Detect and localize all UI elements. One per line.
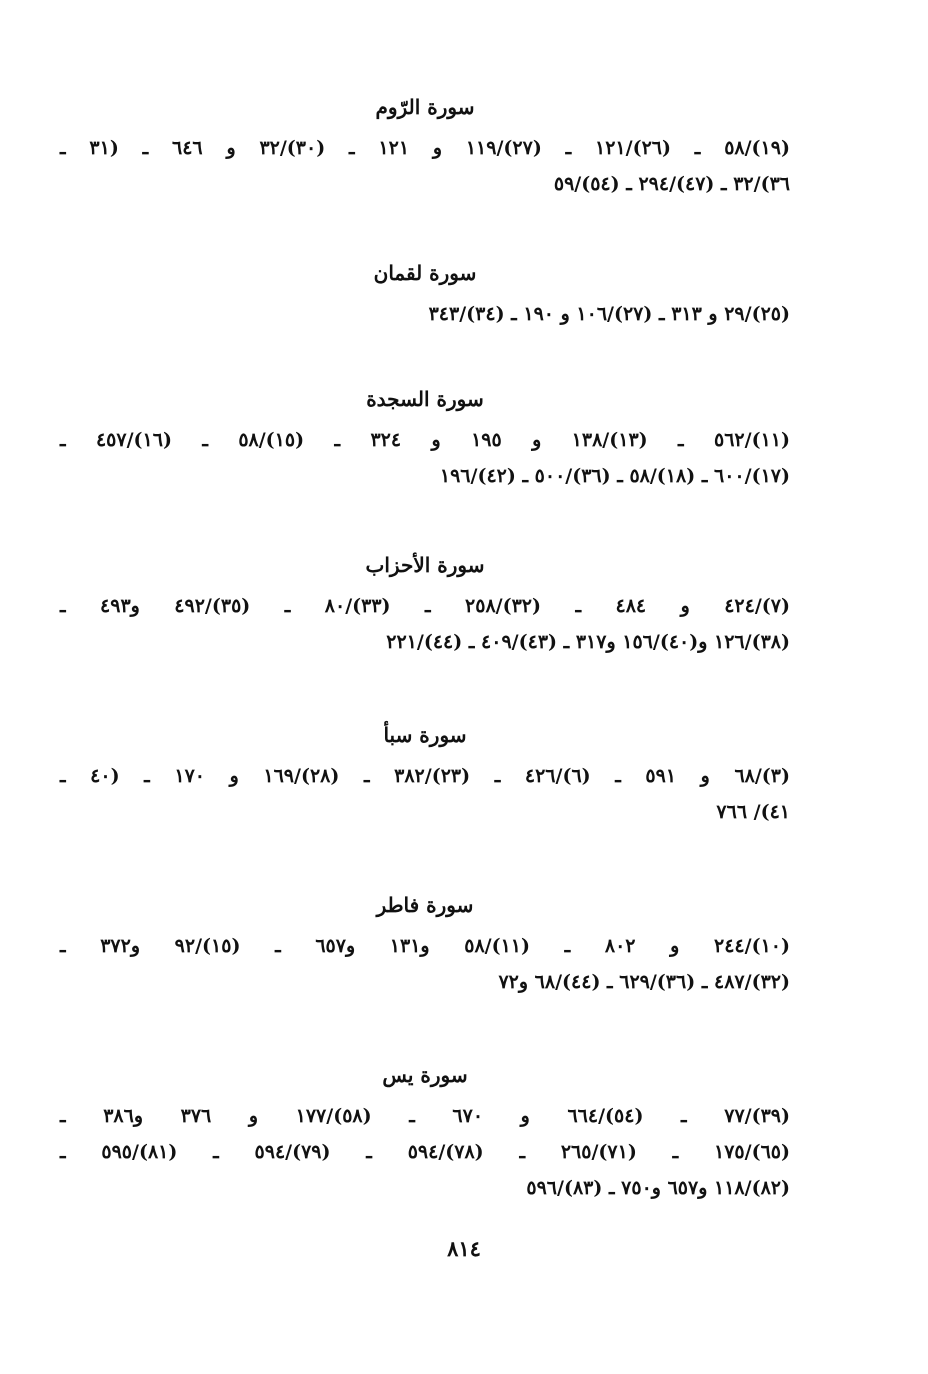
reference-line: (٣٨)/١٢٦ و(٤٠)/١٥٦ و٣١٧ ـ (٤٣)/٤٠٩ ـ (٤٤)/٢٢١ — [386, 631, 790, 653]
surah-title: سورة السجدة — [366, 387, 484, 411]
surah-title: سورة يس — [382, 1063, 468, 1087]
surah-section-yasin — [60, 1060, 790, 1206]
reference-line: (١٩)/٥٨ ـ (٢٦)/١٢١ ـ (٢٧)/١١٩ و ١٢١ ـ (٣٠)/٣٢ و ٦٤٦ ـ (٣١ ـ — [60, 137, 790, 159]
reference-line: (٦٥)/١٧٥ ـ (٧١)/٢٦٥ ـ (٧٨)/٥٩٤ ـ (٧٩)/٥٩٤ ـ (٨١)/٥٩٥ ـ — [60, 1141, 790, 1163]
surah-section-luqman — [60, 258, 790, 332]
reference-line: (١٧)/٦٠٠ ـ (١٨)/٥٨ ـ (٣٦)/٥٠٠ ـ (٤٢)/١٩٦ — [439, 465, 790, 487]
surah-section-sajdah — [60, 384, 790, 494]
reference-line: (٣٢)/٤٨٧ ـ (٣٦)/٦٢٩ ـ (٤٤)/٦٨ و٧٢ — [498, 971, 790, 993]
surah-section-fatir — [60, 890, 790, 1000]
reference-line: (٨٢)/١١٨ و٦٥٧ و٧٥٠ ـ (٨٣)/٥٩٦ — [526, 1177, 790, 1199]
surah-title: سورة الرّوم — [375, 95, 475, 119]
reference-line: (٢٥)/٢٩ و ٣١٣ ـ (٢٧)/١٠٦ و ١٩٠ ـ (٣٤)/٣٤٣ — [428, 303, 790, 325]
surah-title: سورة فاطر — [376, 893, 474, 917]
surah-section-saba — [60, 720, 790, 830]
surah-title: سورة سبأ — [383, 723, 467, 747]
surah-section-ahzab — [60, 550, 790, 660]
surah-title: سورة لقمان — [373, 261, 477, 285]
surah-section-rum — [60, 92, 790, 202]
reference-line: ٤١)/ ٧٦٦ — [716, 801, 790, 823]
reference-line: (٣)/٦٨ و ٥٩١ ـ (٦)/٤٢٦ ـ (٢٣)/٣٨٢ ـ (٢٨)/١٦٩ و ١٧٠ ـ (٤٠ ـ — [60, 765, 791, 787]
reference-line: (٣٩)/٧٧ ـ (٥٤)/٦٦٤ و ٦٧٠ ـ (٥٨)/١٧٧ و ٣٧٦ و٣٨٦ ـ — [60, 1105, 791, 1127]
reference-line: (١٠)/٢٤٤ و ٨٠٢ ـ (١١)/٥٨ و١٣١ و٦٥٧ ـ (١٥)/٩٢ و٣٧٢ ـ — [60, 935, 790, 957]
page-number: ٨١٤ — [447, 1236, 481, 1261]
surah-title: سورة الأحزاب — [365, 553, 485, 577]
reference-line: (٧)/٤٢٤ و ٤٨٤ ـ (٣٢)/٢٥٨ ـ (٣٣)/٨٠ ـ (٣٥)/٤٩٢ و٤٩٣ ـ — [60, 595, 790, 617]
reference-line: (١١)/٥٦٢ ـ (١٣)/١٣٨ و ١٩٥ و ٣٢٤ ـ (١٥)/٥٨ ـ (١٦)/٤٥٧ ـ — [60, 429, 790, 451]
reference-line: ٣٦)/٣٢ ـ (٤٧)/٢٩٤ ـ (٥٤)/٥٩ — [553, 173, 790, 195]
